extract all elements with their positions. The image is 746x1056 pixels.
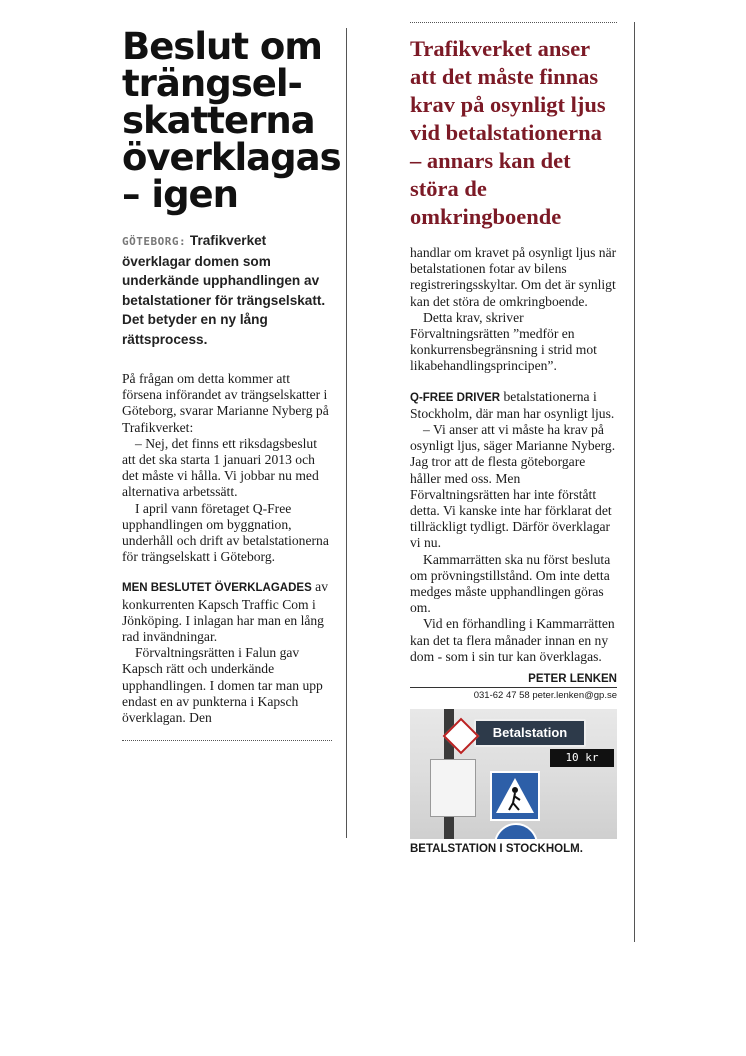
column-divider-right [634, 22, 635, 942]
subhead-text: betalstationerna i Stockholm, där man har osynligt ljus. [410, 388, 615, 421]
column-divider-left [346, 28, 347, 838]
paragraph: På frågan om detta kommer att försena införandet av trängselskatter i Göteborg, svarar Marianne Nyberg på Trafikverket: [122, 371, 329, 435]
dotted-rule-top [410, 22, 617, 23]
paragraph: – Nej, det finns ett riksdagsbeslut att det ska starta 1 januari 2013 och det måste vi hålla. Vi jobbar nu med alternativa arbetssätt. [122, 435, 319, 500]
left-column [122, 25, 341, 741]
paragraph: I april vann företaget Q-Free upphandlingen om byggnation, underhåll och drift av betalstationerna för trängselskatt i Göteborg. [122, 500, 329, 565]
paragraph: Vid en förhandling i Kammarrätten kan det ta flera månader innan en ny dom - som i sin tur kan överklagas. [410, 616, 615, 664]
headline: Beslut om trängsel-skatterna överklagas – igen [122, 25, 341, 216]
price-sign: 10 kr [550, 749, 614, 767]
paragraph-with-subhead [122, 579, 332, 645]
paragraph: – Vi anser att vi måste ha krav på osynligt ljus, säger Marianne Nyberg. Jag tror att de flesta göteborgare håller med oss. Men Förvaltningsrätten har inte förstått detta. Vi kanske inte har förklarat det tillräckligt tydligt. Därför överklagar vi nu. [410, 422, 616, 551]
dotted-rule-bottom [122, 740, 332, 741]
body-right [410, 245, 617, 665]
subhead-text: av konkurrenten Kapsch Traffic Com i Jönköping. I inlagan har man en lång rad invändningar. [122, 579, 328, 645]
paragraph-with-subhead [410, 389, 617, 422]
info-plate [430, 759, 476, 817]
byline: PETER LENKEN [528, 673, 617, 686]
right-column [410, 22, 617, 855]
subhead: Q-FREE DRIVER [410, 391, 501, 404]
photo [410, 709, 617, 839]
pull-quote: Trafikverket anser att det måste finnas krav på osynligt ljus vid betalstationerna – annars kan det störa de omkringboende [410, 36, 606, 229]
paragraph: Detta krav, skriver Förvaltningsrätten ”medför en konkurrensbegränsning i strid mot likabehandlingsprincipen”. [410, 309, 597, 374]
photo-caption: BETALSTATION I STOCKHOLM. [410, 843, 583, 856]
ingress [122, 231, 332, 349]
subhead: MEN BESLUTET ÖVERKLAGADES [122, 582, 312, 595]
body-left [122, 371, 332, 726]
blue-sign-round [494, 823, 538, 839]
dateline: GÖTEBORG: [122, 235, 187, 248]
paragraph: Förvaltningsrätten i Falun gav Kapsch rätt och underkände upphandlingen. I domen tar man upp endast en av punkterna i Kapsch överklagan. Den [122, 645, 323, 726]
pedestrian-crossing-sign [490, 771, 540, 821]
paragraph: handlar om kravet på osynligt ljus när betalstationen fotar av bilens registreringsskyltar. Om det är synligt kan det störa de omkringboende. [410, 245, 617, 309]
paragraph: Kammarrätten ska nu först besluta om prövningstillstånd. Om inte detta medges måste upphandlingen göras om. [410, 551, 611, 616]
betalstation-sign: Betalstation [474, 719, 586, 747]
ingress-text: Trafikverket överklagar domen som underkände upphandlingen av betalstationer för trängselskatt. Det betyder en ny lång rättsprocess. [122, 233, 326, 347]
byline-contact: 031-62 47 58 peter.lenken@gp.se [410, 687, 617, 701]
